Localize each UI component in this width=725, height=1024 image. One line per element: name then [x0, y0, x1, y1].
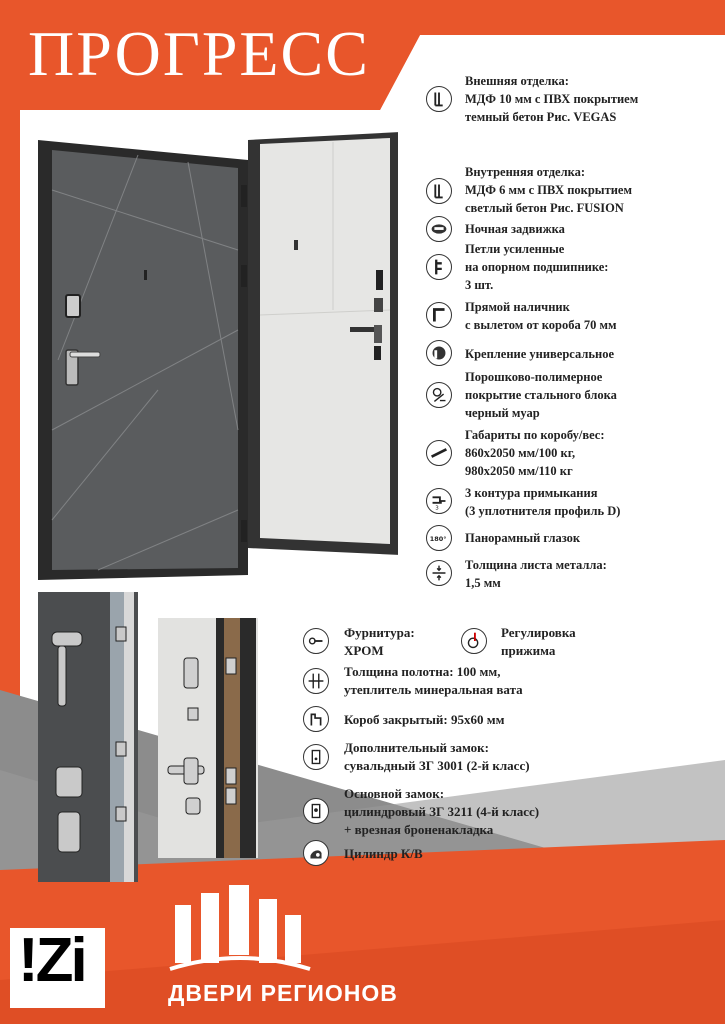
trim-icon — [426, 302, 452, 328]
page-title: ПРОГРЕСС — [28, 18, 370, 89]
adjust-icon — [461, 628, 487, 654]
outer-lock-plate — [66, 295, 80, 317]
spec-cylinder: Цилиндр К/В — [344, 846, 423, 861]
seal-contours-icon — [426, 488, 452, 514]
izi-logo — [10, 928, 105, 1008]
spec-trim: Прямой наличник с вылетом от короба 70 мм — [465, 300, 617, 332]
brand-logo-icon — [165, 885, 315, 975]
spec-frame: Короб закрытый: 95х60 мм — [344, 712, 505, 727]
mount-icon — [426, 340, 452, 366]
hinge-icon — [426, 254, 452, 280]
lock-detail-photo-outer — [38, 592, 138, 882]
spec-main-lock: Основной замок: цилиндровый ЗГ 3211 (4-й класс) + врезная броненакладка — [344, 786, 540, 837]
handle-icon — [303, 628, 329, 654]
spec-adjust: Регулировка прижима — [501, 625, 576, 658]
leaf-thickness-icon — [303, 668, 329, 694]
cylinder-lock-icon — [303, 798, 329, 824]
mdf-panel-icon — [426, 86, 452, 112]
lever-lock-icon — [303, 744, 329, 770]
spec-night-latch: Ночная задвижка — [465, 222, 565, 236]
spec-leaf-thickness: Толщина полотна: 100 мм, утеплитель минеральная вата — [344, 664, 523, 697]
door-image — [38, 130, 398, 580]
spec-coating: Порошково-полимерное покрытие стального блока черный муар — [465, 370, 617, 420]
svg-text:180°: 180° — [429, 534, 447, 543]
mdf-panel-icon — [426, 178, 452, 204]
metal-thickness-icon — [426, 560, 452, 586]
spec-hardware: Фурнитура: ХРОМ — [344, 625, 415, 658]
cylinder-icon — [303, 840, 329, 866]
inner-lock-icon — [376, 270, 383, 290]
spec-peephole: Панорамный глазок — [465, 531, 581, 545]
spec-inner-finish: Внутренняя отделка: МДФ 6 мм с ПВХ покрытием светлый бетон Рис. FUSION — [465, 165, 632, 215]
brand-name: ДВЕРИ РЕГИОНОВ — [168, 980, 398, 1006]
spec-mount: Крепление универсальное — [465, 347, 614, 361]
spec-hinges: Петли усиленные на опорном подшипнике: 3 шт. — [465, 242, 609, 292]
spec-metal-thickness: Толщина листа металла: 1,5 мм — [465, 558, 607, 590]
lock-detail-photo-inner — [158, 618, 258, 858]
spec-dimensions: Габариты по коробу/вес: 860х2050 мм/100 кг, 980х2050 мм/110 кг — [465, 428, 605, 478]
night-latch-icon — [426, 216, 452, 242]
powder-coating-icon — [426, 382, 452, 408]
frame-icon — [303, 706, 329, 732]
inner-handle — [350, 327, 376, 332]
izi-logo-text: !Zi — [18, 926, 85, 995]
peephole-icon — [426, 525, 452, 551]
spec-outer-finish: Внешняя отделка: МДФ 10 мм с ПВХ покрытием темный бетон Рис. VEGAS — [465, 74, 639, 124]
dimensions-icon — [426, 440, 452, 466]
spec-seals: 3 контура примыкания (3 уплотнителя профиль D) — [465, 486, 621, 518]
spec-extra-lock: Дополнительный замок: сувальдный ЗГ 3001 (2-й класс) — [344, 740, 530, 773]
svg-text:3: 3 — [435, 505, 439, 512]
